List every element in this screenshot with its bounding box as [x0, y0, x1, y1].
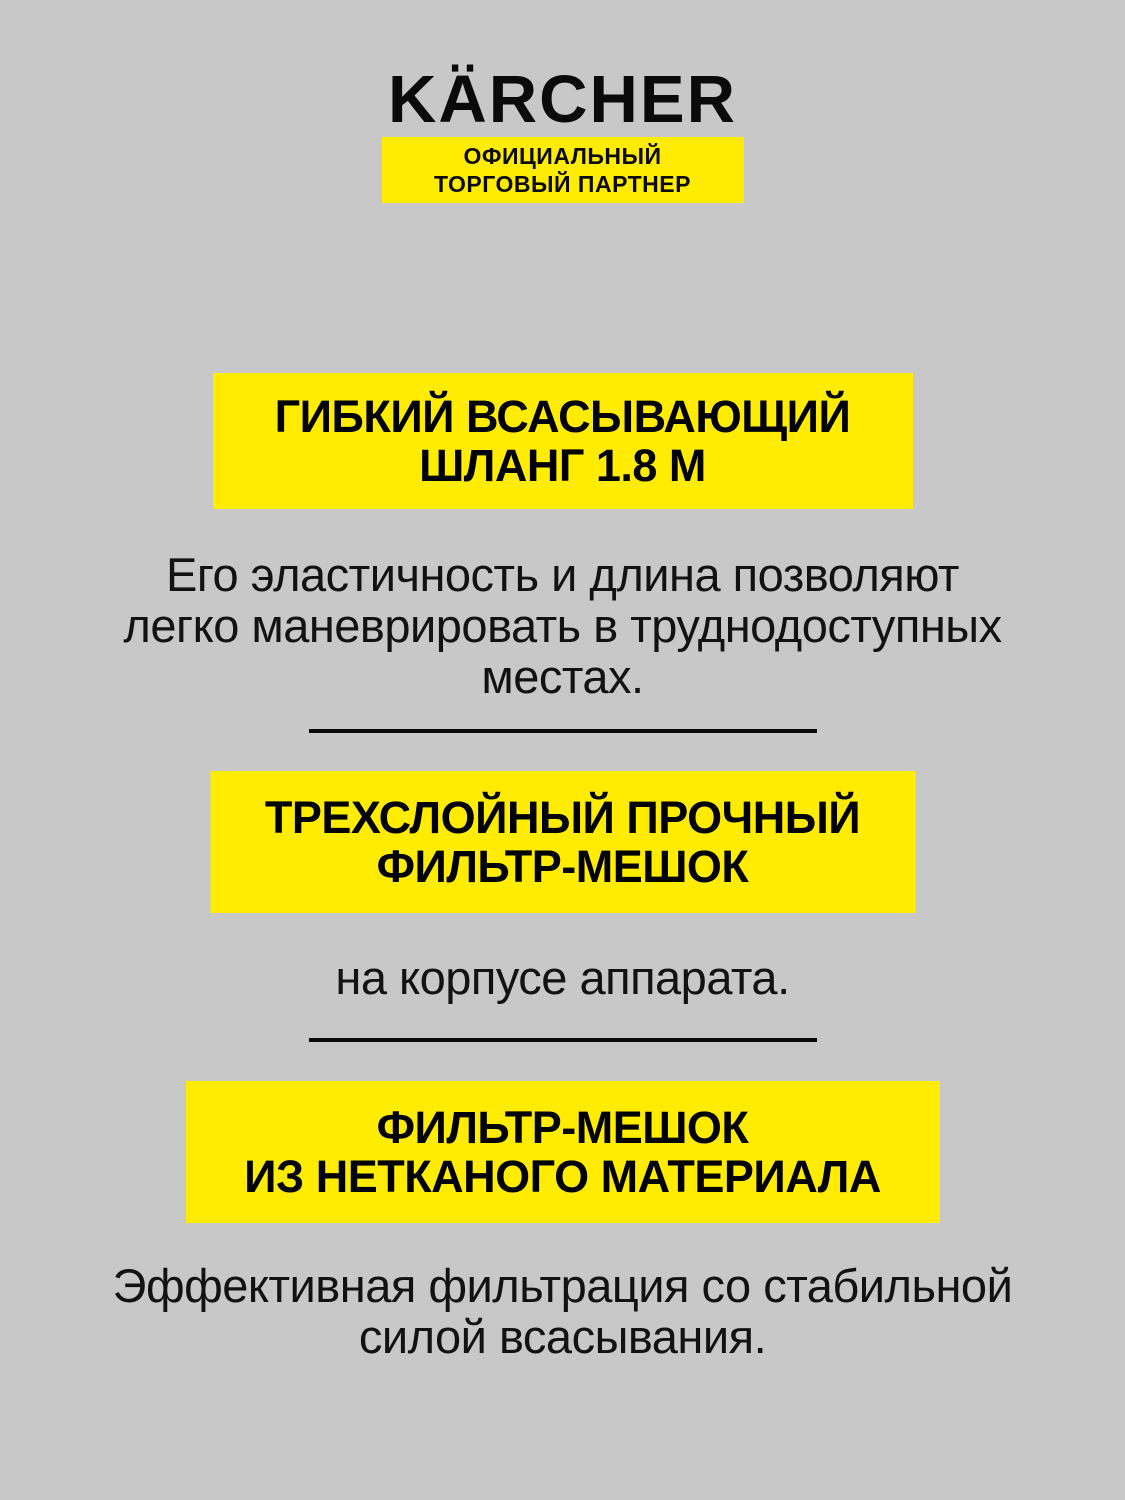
body-line: местах. — [481, 650, 644, 703]
section-divider — [309, 1038, 817, 1042]
badge-line-1: ОФИЦИАЛЬНЫЙ — [463, 143, 662, 169]
feature-banner-filter-bag-nonwoven — [186, 1081, 940, 1223]
banner-title-line: ШЛАНГ 1.8 М — [419, 440, 706, 491]
body-line: Его эластичность и длина позволяют — [166, 548, 959, 601]
karcher-logo: KÄRCHER — [388, 61, 737, 137]
body-line: легко маневрировать в труднодоступных — [123, 599, 1002, 652]
banner-title-line: ФИЛЬТР-МЕШОК — [376, 1102, 749, 1153]
official-partner-badge — [382, 137, 744, 203]
banner-title-line: ГИБКИЙ ВСАСЫВАЮЩИЙ — [274, 391, 851, 442]
feature-description-filter-bag-durable — [0, 952, 1125, 1003]
feature-banner-filter-bag-durable — [210, 771, 915, 913]
body-line: на корпусе аппарата. — [335, 951, 790, 1004]
banner-title-line: ТРЕХСЛОЙНЫЙ ПРОЧНЫЙ — [264, 792, 861, 843]
body-line: Эффективная фильтрация со стабильной — [112, 1259, 1013, 1312]
section-divider — [309, 729, 817, 733]
banner-title-line: ИЗ НЕТКАНОГО МАТЕРИАЛА — [244, 1151, 881, 1202]
body-line: силой всасывания. — [358, 1310, 767, 1363]
feature-banner-suction-hose — [213, 373, 913, 509]
banner-title-line: ФИЛЬТР-МЕШОК — [376, 841, 749, 892]
feature-description-filter-bag-nonwoven — [0, 1260, 1125, 1362]
badge-line-2: ТОРГОВЫЙ ПАРТНЕР — [434, 171, 691, 197]
feature-description-suction-hose — [0, 549, 1125, 702]
